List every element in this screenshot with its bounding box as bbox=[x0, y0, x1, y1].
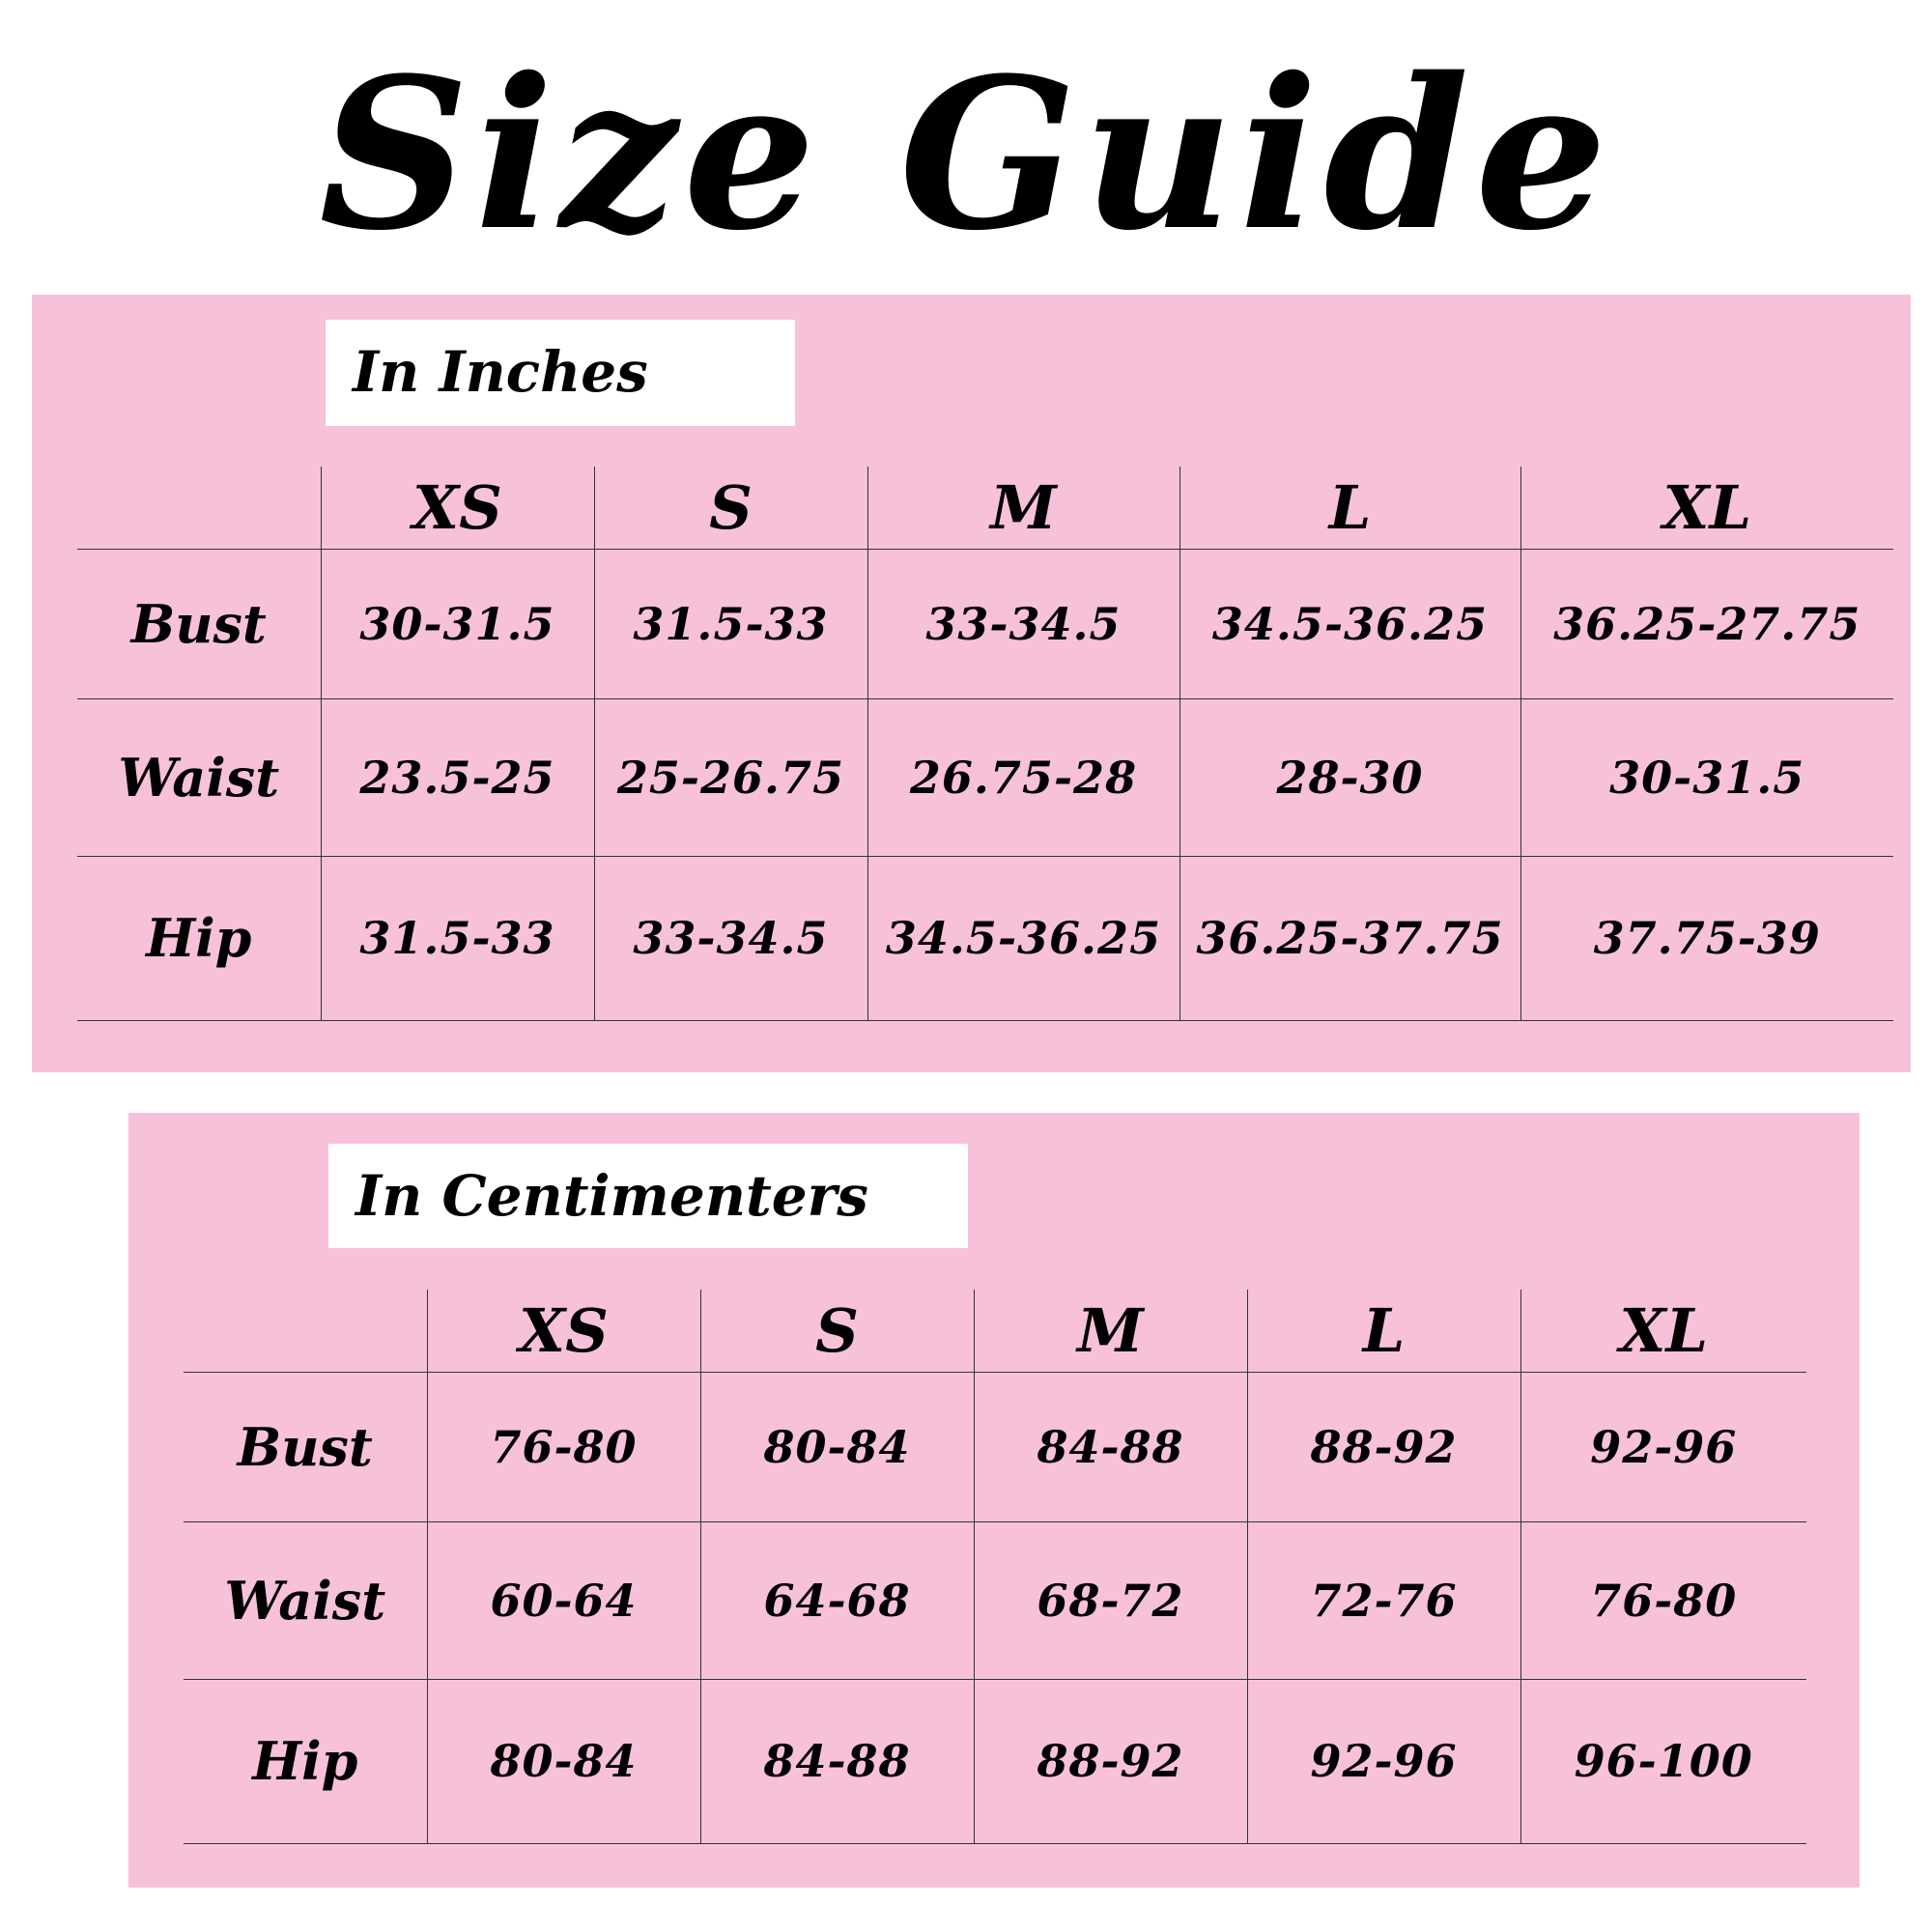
value-cell: 92-96 bbox=[1247, 1679, 1520, 1843]
value-cell: 76-80 bbox=[427, 1372, 700, 1521]
value-cell: 92-96 bbox=[1520, 1372, 1806, 1521]
corner-cell bbox=[184, 1290, 427, 1372]
value-cell: 33-34.5 bbox=[594, 856, 867, 1020]
size-header-xs: XS bbox=[427, 1290, 700, 1372]
value-cell: 88-92 bbox=[974, 1679, 1247, 1843]
row-label-hip: Hip bbox=[77, 856, 321, 1020]
size-header-s: S bbox=[700, 1290, 974, 1372]
size-header-m: M bbox=[867, 467, 1179, 549]
table-row bbox=[184, 1521, 1806, 1679]
corner-cell bbox=[77, 467, 321, 549]
value-cell: 72-76 bbox=[1247, 1521, 1520, 1679]
size-header-xs: XS bbox=[321, 467, 594, 549]
row-label-waist: Waist bbox=[184, 1521, 427, 1679]
size-header-m: M bbox=[974, 1290, 1247, 1372]
value-cell: 34.5-36.25 bbox=[867, 856, 1179, 1020]
value-cell: 96-100 bbox=[1520, 1679, 1806, 1843]
size-header-xl: XL bbox=[1520, 1290, 1806, 1372]
table-row bbox=[77, 698, 1893, 856]
size-header-xl: XL bbox=[1520, 467, 1893, 549]
value-cell: 88-92 bbox=[1247, 1372, 1520, 1521]
row-label-bust: Bust bbox=[77, 549, 321, 698]
table-row bbox=[184, 1679, 1806, 1843]
centimeters-panel-label: In Centimenters bbox=[328, 1144, 968, 1248]
value-cell: 34.5-36.25 bbox=[1179, 549, 1520, 698]
value-cell: 30-31.5 bbox=[321, 549, 594, 698]
value-cell: 28-30 bbox=[1179, 698, 1520, 856]
value-cell: 37.75-39 bbox=[1520, 856, 1893, 1020]
value-cell: 31.5-33 bbox=[321, 856, 594, 1020]
inches-size-table bbox=[77, 467, 1893, 1021]
table-row bbox=[184, 1372, 1806, 1521]
inches-panel-label: In Inches bbox=[326, 320, 795, 426]
value-cell: 60-64 bbox=[427, 1521, 700, 1679]
value-cell: 36.25-37.75 bbox=[1179, 856, 1520, 1020]
table-header-row bbox=[77, 467, 1893, 549]
value-cell: 23.5-25 bbox=[321, 698, 594, 856]
value-cell: 84-88 bbox=[974, 1372, 1247, 1521]
page-title: Size Guide bbox=[319, 32, 1613, 276]
value-cell: 30-31.5 bbox=[1520, 698, 1893, 856]
value-cell: 33-34.5 bbox=[867, 549, 1179, 698]
table-header-row bbox=[184, 1290, 1806, 1372]
size-header-s: S bbox=[594, 467, 867, 549]
value-cell: 80-84 bbox=[700, 1372, 974, 1521]
value-cell: 36.25-27.75 bbox=[1520, 549, 1893, 698]
value-cell: 26.75-28 bbox=[867, 698, 1179, 856]
table-row bbox=[77, 549, 1893, 698]
size-header-l: L bbox=[1247, 1290, 1520, 1372]
table-row bbox=[77, 856, 1893, 1020]
value-cell: 31.5-33 bbox=[594, 549, 867, 698]
row-label-hip: Hip bbox=[184, 1679, 427, 1843]
size-header-l: L bbox=[1179, 467, 1520, 549]
value-cell: 84-88 bbox=[700, 1679, 974, 1843]
value-cell: 64-68 bbox=[700, 1521, 974, 1679]
value-cell: 80-84 bbox=[427, 1679, 700, 1843]
centimeters-size-table bbox=[184, 1290, 1806, 1844]
row-label-bust: Bust bbox=[184, 1372, 427, 1521]
value-cell: 76-80 bbox=[1520, 1521, 1806, 1679]
value-cell: 25-26.75 bbox=[594, 698, 867, 856]
value-cell: 68-72 bbox=[974, 1521, 1247, 1679]
row-label-waist: Waist bbox=[77, 698, 321, 856]
